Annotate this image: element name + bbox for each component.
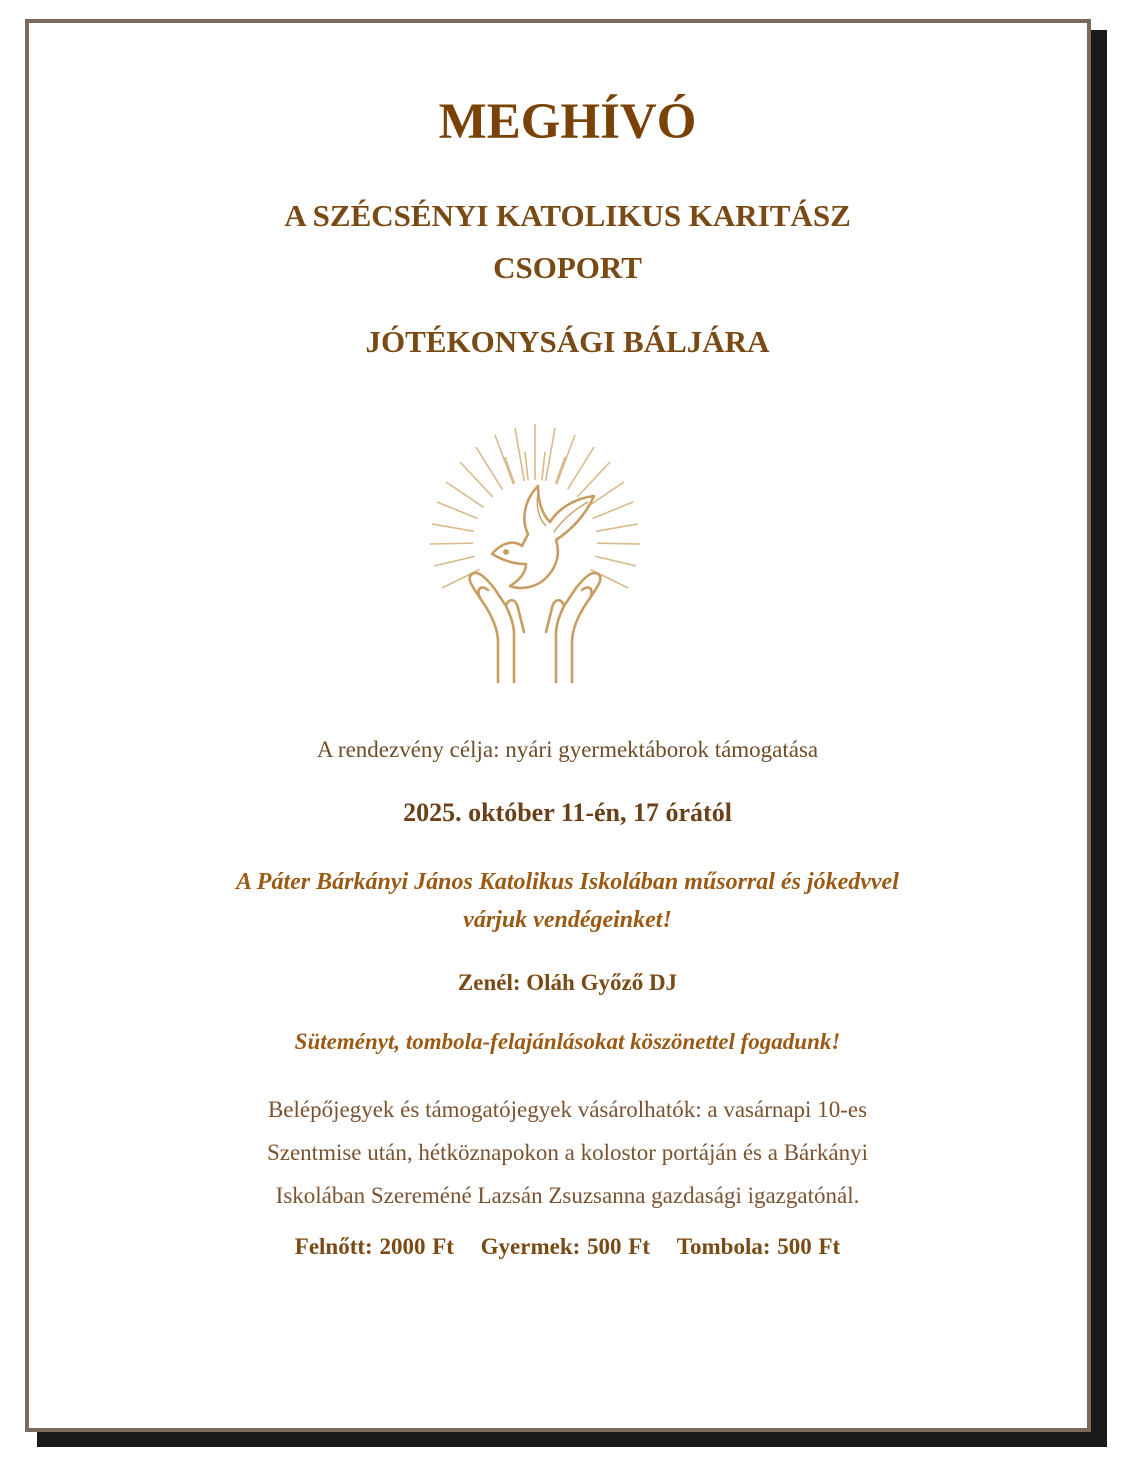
price-adult: Felnőtt: 2000 Ft: [294, 1234, 454, 1259]
ticket-info: [0, 1088, 1135, 1217]
price-child: Gyermek: 500 Ft: [480, 1234, 651, 1259]
price-list: [0, 1231, 1135, 1263]
organizer-line-1: A SZÉCSÉNYI KATOLIKUS KARITÁSZ: [284, 198, 851, 233]
ticket-line-3: Iskolában Szereméné Lazsán Zsuzsanna gazdasági igazgatónál.: [275, 1183, 860, 1208]
event-name: JÓTÉKONYSÁGI BÁLJÁRA: [365, 324, 770, 359]
event-date: 2025. október 11-én, 17 órától: [403, 798, 732, 827]
organizer-line-2: CSOPORT: [493, 250, 642, 285]
event-purpose: A rendezvény célja: nyári gyermektáborok támogatása: [316, 737, 819, 762]
ticket-line-2: Szentmise után, hétköznapokon a kolostor portáján és a Bárkányi: [266, 1140, 869, 1165]
music-info: Zenél: Oláh Győző DJ: [457, 970, 678, 995]
dove-hands-icon: [410, 402, 660, 692]
donations-note: Süteményt, tombola-felajánlásokat köszönettel fogadunk!: [294, 1029, 841, 1054]
venue-line-2: várjuk vendégeinket!: [463, 907, 672, 933]
event-venue: [0, 863, 1135, 939]
organizer-heading: [0, 190, 1135, 294]
ticket-line-1: Belépőjegyek és támogatójegyek vásárolhatók: a vasárnapi 10-es: [267, 1097, 868, 1122]
venue-line-1: A Páter Bárkányi János Katolikus Iskolában műsorral és jókedvvel: [236, 869, 899, 895]
invitation-title: MEGHÍVÓ: [438, 94, 697, 150]
price-raffle: Tombola: 500 Ft: [676, 1234, 841, 1259]
